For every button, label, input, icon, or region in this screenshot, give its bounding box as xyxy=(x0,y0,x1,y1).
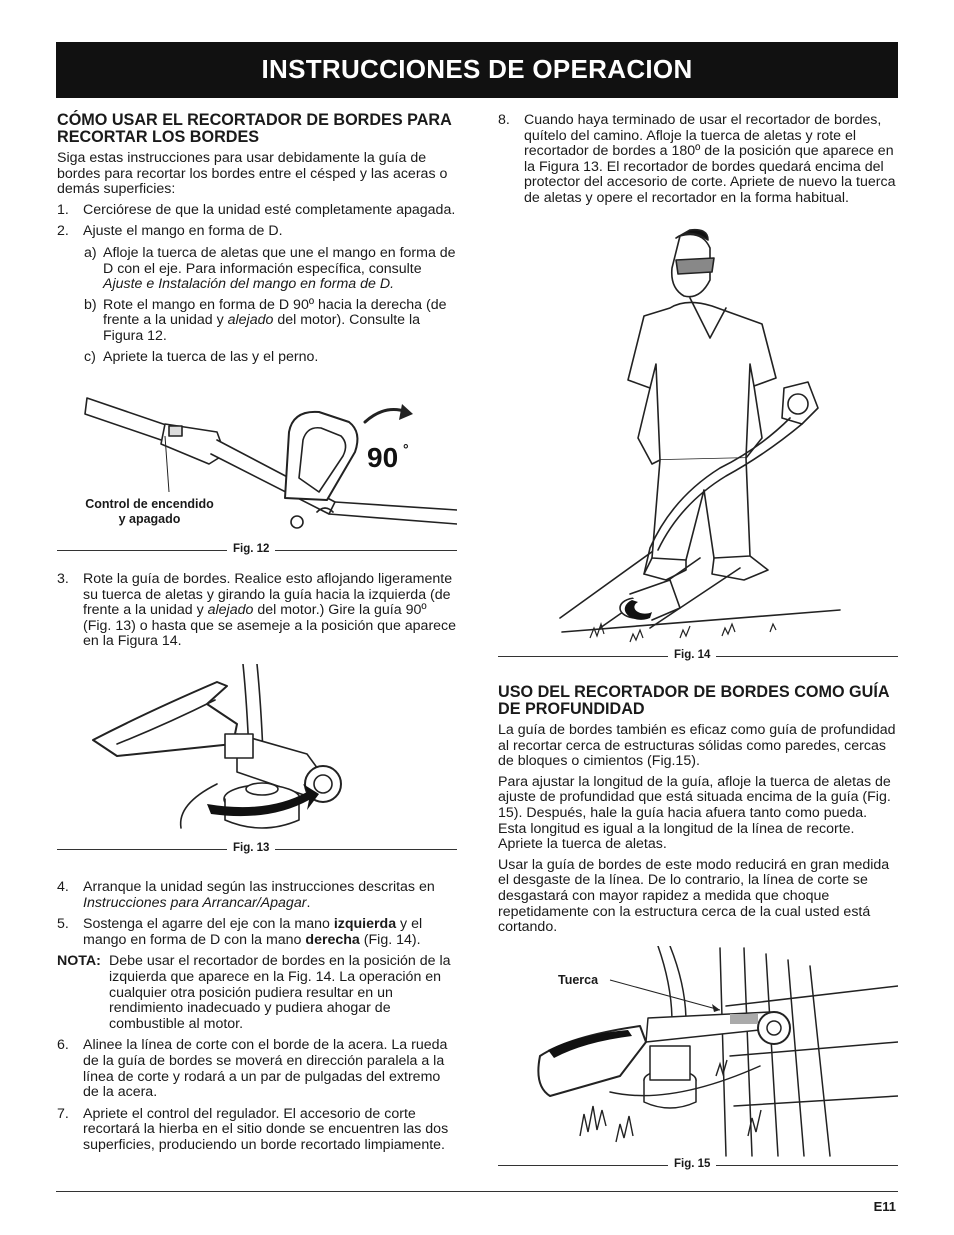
right-column-middle xyxy=(498,684,898,941)
fig15-callout-nut: Tuerca xyxy=(558,973,599,987)
paragraph-3: Usar la guía de bordes de este modo reducirá en gran medida el desgaste de la línea. De lo contrario, la línea de corte se desgastará con mayor rapidez a medida que choque repetidamente con la estructura cerca de la cual usted está cortando. xyxy=(498,856,890,936)
section-heading-edging: CÓMO USAR EL RECORTADOR DE BORDES PARA RECORTAR LOS BORDES xyxy=(57,111,452,146)
note-block: NOTA: Debe usar el recortador de bordes en la posición de la izquierda que aparece en la Fig. 14. La operación en cualquier otra posición pudiera resultar en un rendimiento inadecuado y pudiera ahogar de combustible al motor. xyxy=(57,953,451,1032)
left-column-bottom xyxy=(57,880,457,1160)
step-4: 4. Arranque la unidad según las instrucciones descritas en Instrucciones para Arrancar/Apagar. xyxy=(57,879,435,911)
paragraph-2: Para ajustar la longitud de la guía, afloje la tuerca de aletas de ajuste de profundidad que está situada encima de la guía (Fig. 15). Después, hale la guía hacia afuera tanto como pueda. Esta longitud es igual a la longitud de la línea de recorte. Apriete la tuerca de aletas. xyxy=(498,773,891,853)
step-3: 3. Rote la guía de bordes. Realice esto aflojando ligeramente su tuerca de aletas y girando la guía hacia la izquierda (de frente a la unidad y alejado del motor.) Gire la guía 90º (Fig. 13) o hasta que se asemeje a la posición que aparece en la Figura 14. xyxy=(57,571,457,650)
footer-divider xyxy=(56,1191,898,1192)
step-8: 8. Cuando haya terminado de usar el recortador de bordes, quítelo del camino. Afloje la tuerca de aletas y rote el recortador de bordes a 180º de la posición que aparece en la Figura 13. El recortador de bordes quedará encima del protector del accesorio de corte. Apriete de nuevo la tuerca de aletas y opere el recortador en la forma habitual. xyxy=(498,112,896,206)
left-column-top xyxy=(57,112,457,370)
step-1: 1. Cerciórese de que la unidad esté completamente apagada. xyxy=(57,201,456,218)
step-5: 5. Sostenga el agarre del eje con la mano izquierda y el mango en forma de D con la mano derecha (Fig. 14). xyxy=(57,916,423,948)
page-number: E11 xyxy=(873,1199,896,1214)
fig15-caption: Fig. 15 xyxy=(498,1158,898,1172)
left-column-step3 xyxy=(57,572,457,656)
step-2: 2. Ajuste el mango en forma de D. xyxy=(57,223,283,240)
paragraph-1: La guía de bordes también es eficaz como guía de profundidad al recortar cerca de estructuras sólidas como paredes, cercas de bloques o cimientos (Fig.15). xyxy=(498,722,896,770)
step-7: 7. Apriete el control del regulador. El accesorio de corte recortará la hierba en el sitio donde se encuentren las dos superficies, produciendo un borde recortado limpiamente. xyxy=(57,1105,449,1153)
step-2a: a) Afloje la tuerca de aletas que une el mango en forma de D con el eje. Para información específica, consulte Ajuste e Instalación del mango en forma de D. xyxy=(84,244,456,293)
right-column-top xyxy=(498,113,898,213)
figure-13-illustration xyxy=(57,664,457,840)
fig14-caption: Fig. 14 xyxy=(498,649,898,663)
step-2b: b) Rote el mango en forma de D 90º hacia la derecha (de frente a la unidad y alejado del motor). Consulte la Figura 12. xyxy=(84,296,447,344)
rotation-angle-label: 90 xyxy=(367,442,399,473)
fig12-callout-switch: Control de encendido y apagado xyxy=(85,497,214,526)
step-2c: c) Apriete la tuerca de las y el perno. xyxy=(84,348,319,365)
page-header xyxy=(56,42,898,98)
degree-symbol-icon: ° xyxy=(403,441,409,457)
fig13-caption: Fig. 13 xyxy=(57,842,457,856)
fig12-caption: Fig. 12 xyxy=(57,543,457,557)
intro-paragraph: Siga estas instrucciones para usar debidamente la guía de bordes para recortar los bordes entre el césped y las aceras o demás superficies: xyxy=(57,150,448,198)
page-title: INSTRUCCIONES DE OPERACION xyxy=(261,54,693,85)
figure-14-illustration xyxy=(540,228,860,646)
step-6: 6. Alinee la línea de corte con el borde de la acera. La rueda de la guía de bordes se moverá en dirección paralela a la línea de corte y rodará a un par de pulgadas del extremo de la acera. xyxy=(57,1037,448,1101)
section-heading-depth-guide: USO DEL RECORTADOR DE BORDES COMO GUÍA DE PROFUNDIDAD xyxy=(498,683,889,718)
